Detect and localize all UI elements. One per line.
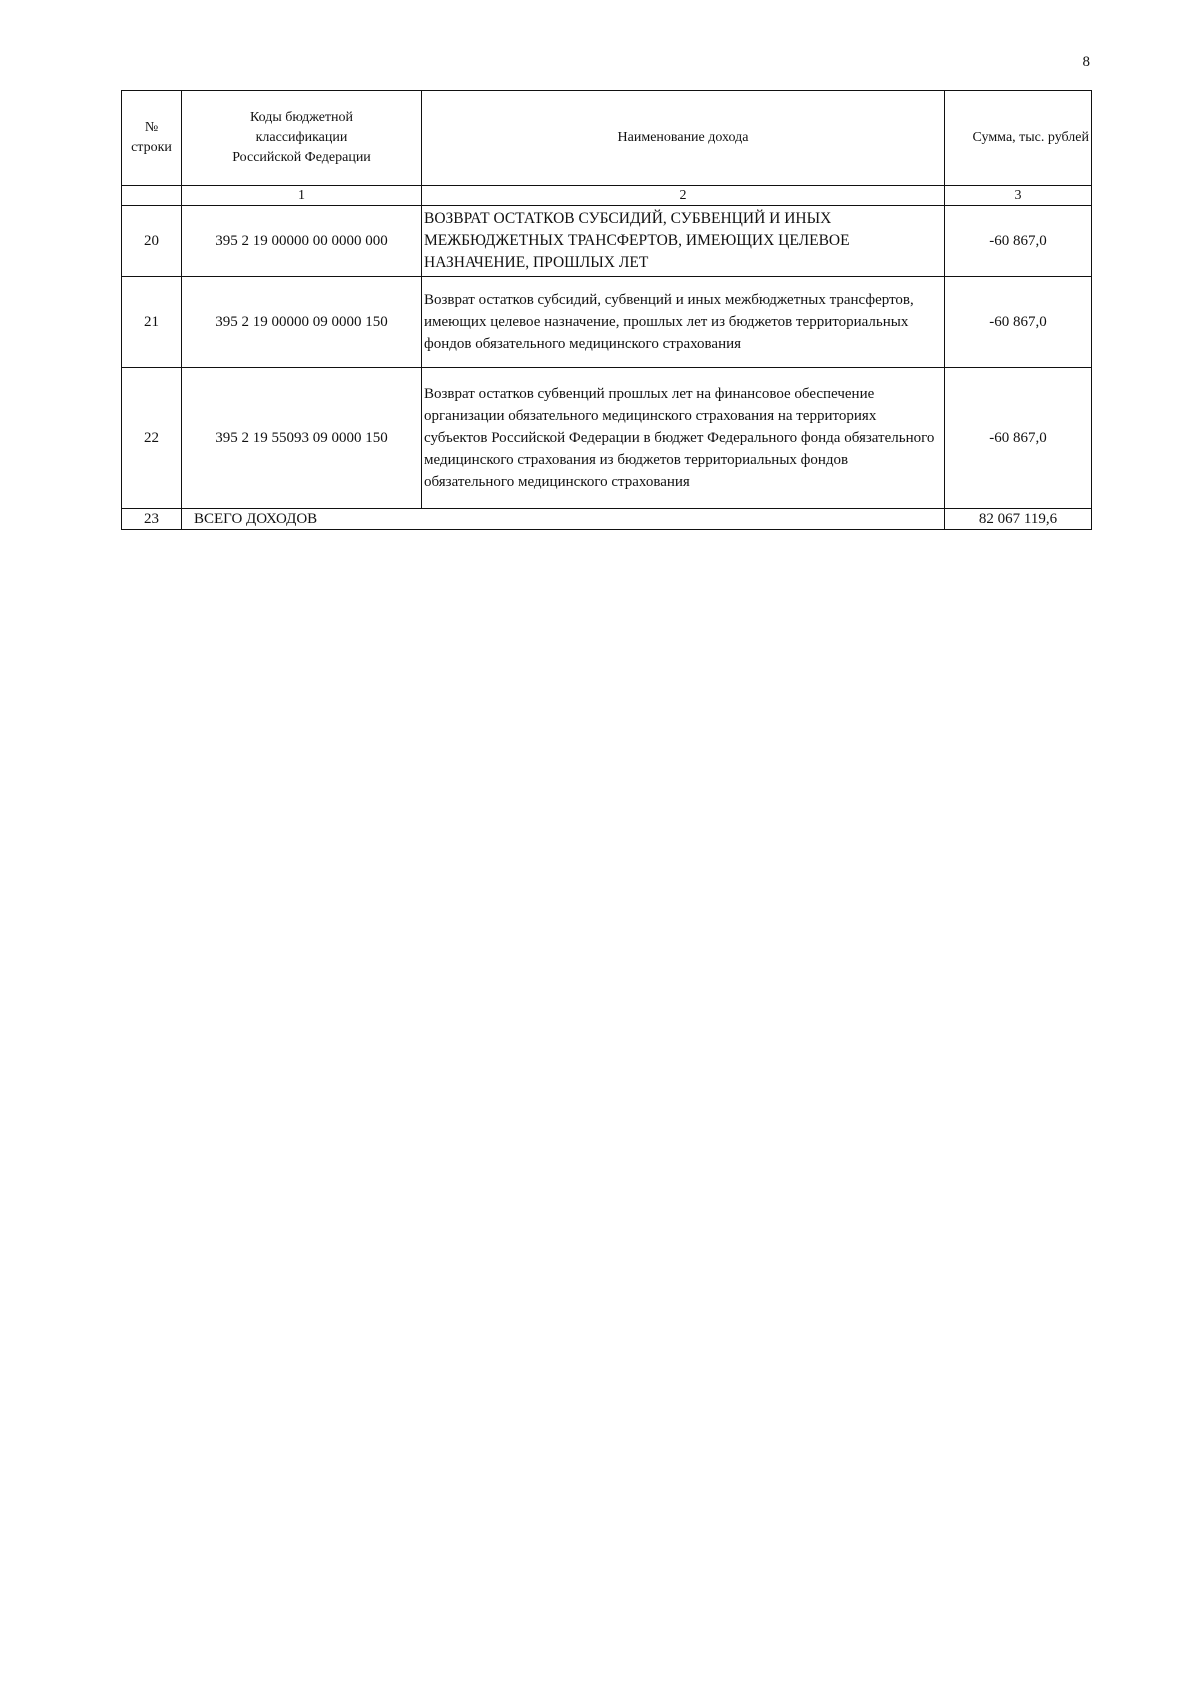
budget-code: 395 2 19 55093 09 0000 150	[182, 368, 422, 509]
row-number: 22	[122, 368, 182, 509]
header-budget-code-line-3: Российской Федерации	[232, 150, 371, 165]
income-name: Возврат остатков субсидий, субвенций и иных межбюджетных трансфертов, имеющих целевое назначение, прошлых лет из бюджетов территориальных фондов обязательного медицинского страхования	[422, 277, 945, 368]
table-header-row	[122, 91, 1092, 186]
row-number: 21	[122, 277, 182, 368]
total-amount: 82 067 119,6	[945, 509, 1092, 530]
table-row	[122, 368, 1092, 509]
header-row-number	[122, 91, 182, 186]
total-row	[122, 509, 1092, 530]
income-name: ВОЗВРАТ ОСТАТКОВ СУБСИДИЙ, СУБВЕНЦИЙ И ИНЫХ МЕЖБЮДЖЕТНЫХ ТРАНСФЕРТОВ, ИМЕЮЩИХ ЦЕЛЕВОЕ НАЗНАЧЕНИЕ, ПРОШЛЫХ ЛЕТ	[422, 206, 945, 277]
budget-code: 395 2 19 00000 00 0000 000	[182, 206, 422, 277]
header-amount: Сумма, тыс. рублей	[945, 91, 1092, 186]
total-row-number: 23	[122, 509, 182, 530]
table-row	[122, 277, 1092, 368]
page-number: 8	[1082, 54, 1090, 70]
column-index-2: 2	[422, 186, 945, 206]
header-budget-code	[182, 91, 422, 186]
row-number: 20	[122, 206, 182, 277]
header-row-number-symbol: №	[144, 120, 159, 135]
table-row	[122, 206, 1092, 277]
column-index-1: 1	[182, 186, 422, 206]
income-table	[121, 90, 1092, 530]
column-index-3: 3	[945, 186, 1092, 206]
column-index-empty	[122, 186, 182, 206]
column-index-row	[122, 186, 1092, 206]
amount: -60 867,0	[945, 368, 1092, 509]
header-income-name: Наименование дохода	[422, 91, 945, 186]
budget-code: 395 2 19 00000 09 0000 150	[182, 277, 422, 368]
header-row-number-label: строки	[131, 140, 172, 155]
header-budget-code-line-1: Коды бюджетной	[249, 110, 354, 125]
income-name: Возврат остатков субвенций прошлых лет на финансовое обеспечение организации обязательного медицинского страхования на территориях субъектов Российской Федерации в бюджет Федерального фонда обязательного медицинского страхования из бюджетов территориальных фондов обязательного медицинского страхования	[422, 368, 945, 509]
total-label: ВСЕГО ДОХОДОВ	[182, 509, 945, 530]
amount: -60 867,0	[945, 277, 1092, 368]
header-budget-code-line-2: классификации	[255, 130, 348, 145]
amount: -60 867,0	[945, 206, 1092, 277]
